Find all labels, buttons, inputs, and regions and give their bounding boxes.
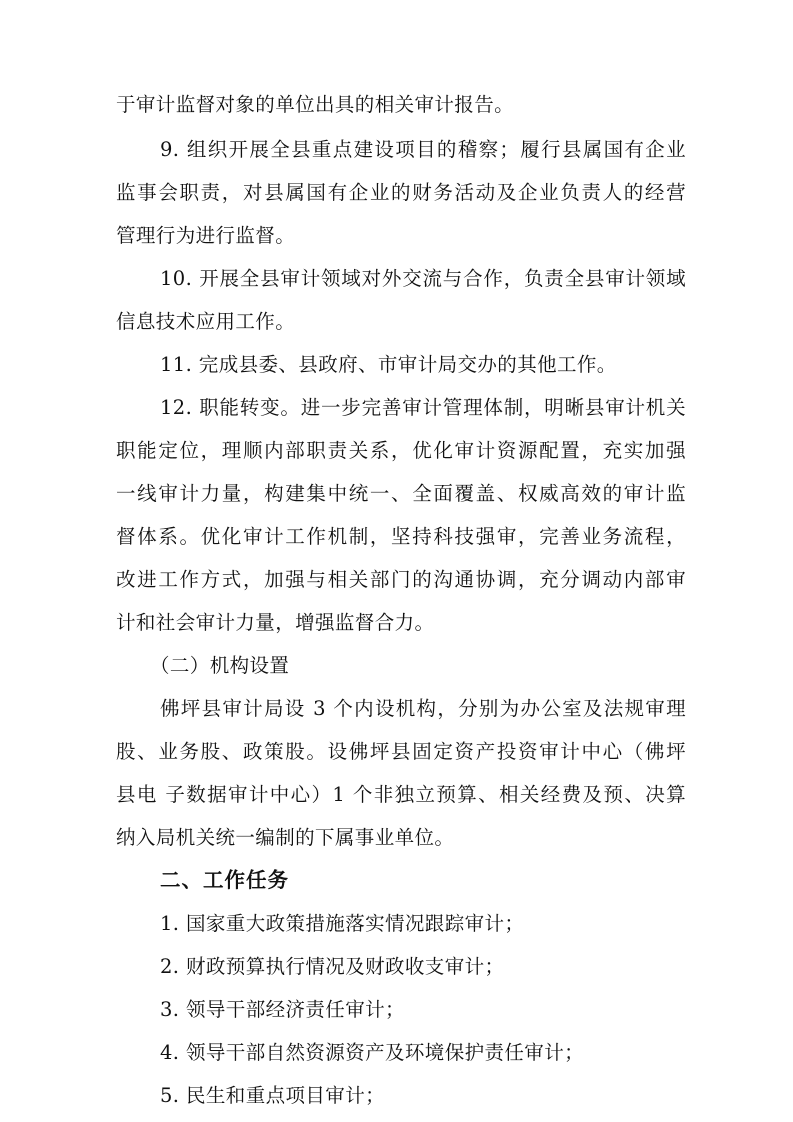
list-item: 4. 领导干部自然资源资产及环境保护责任审计； [160, 1041, 585, 1064]
text-line: 纳入局机关统一编制的下属事业单位。 [116, 826, 455, 849]
text-line: 9. 组织开展全县重点建设项目的稽察；履行县属国有企业 [160, 138, 686, 161]
text-line: 一线审计力量，构建集中统一、全面覆盖、权威高效的审计监 [116, 482, 686, 505]
text-line: 10. 开展全县审计领域对外交流与合作，负责全县审计领域 [160, 267, 686, 290]
section-heading: 二、工作任务 [160, 868, 289, 892]
text-line: 计和社会审计力量，增强监督合力。 [116, 611, 435, 634]
text-line: 于审计监督对象的单位出具的相关审计报告。 [116, 93, 515, 116]
section-subheading: （二）机构设置 [150, 654, 290, 677]
list-item: 5. 民生和重点项目审计； [160, 1084, 386, 1107]
list-item: 2. 财政预算执行情况及财政收支审计； [160, 955, 505, 978]
text-line: 监事会职责，对县属国有企业的财务活动及企业负责人的经营 [116, 181, 686, 204]
text-line: 职能定位，理顺内部职责关系，优化审计资源配置，充实加强 [116, 439, 686, 462]
text-line: 12. 职能转变。进一步完善审计管理体制，明晰县审计机关 [160, 396, 686, 419]
text-line: 督体系。优化审计工作机制，坚持科技强审，完善业务流程， [116, 525, 686, 548]
text-line: 股、业务股、政策股。设佛坪县固定资产投资审计中心（佛坪 [116, 740, 686, 763]
list-item: 1. 国家重大政策措施落实情况跟踪审计； [160, 912, 525, 935]
text-line: 县电 子数据审计中心）1 个非独立预算、相关经费及预、决算 [116, 783, 686, 806]
text-line: 信息技术应用工作。 [116, 310, 296, 333]
text-line: 佛坪县审计局设 3 个内设机构，分别为办公室及法规审理 [160, 697, 686, 720]
list-item: 3. 领导干部经济责任审计； [160, 998, 405, 1021]
text-line: 11. 完成县委、县政府、市审计局交办的其他工作。 [160, 353, 617, 376]
text-line: 管理行为进行监督。 [116, 224, 296, 247]
text-line: 改进工作方式，加强与相关部门的沟通协调，充分调动内部审 [116, 568, 686, 591]
